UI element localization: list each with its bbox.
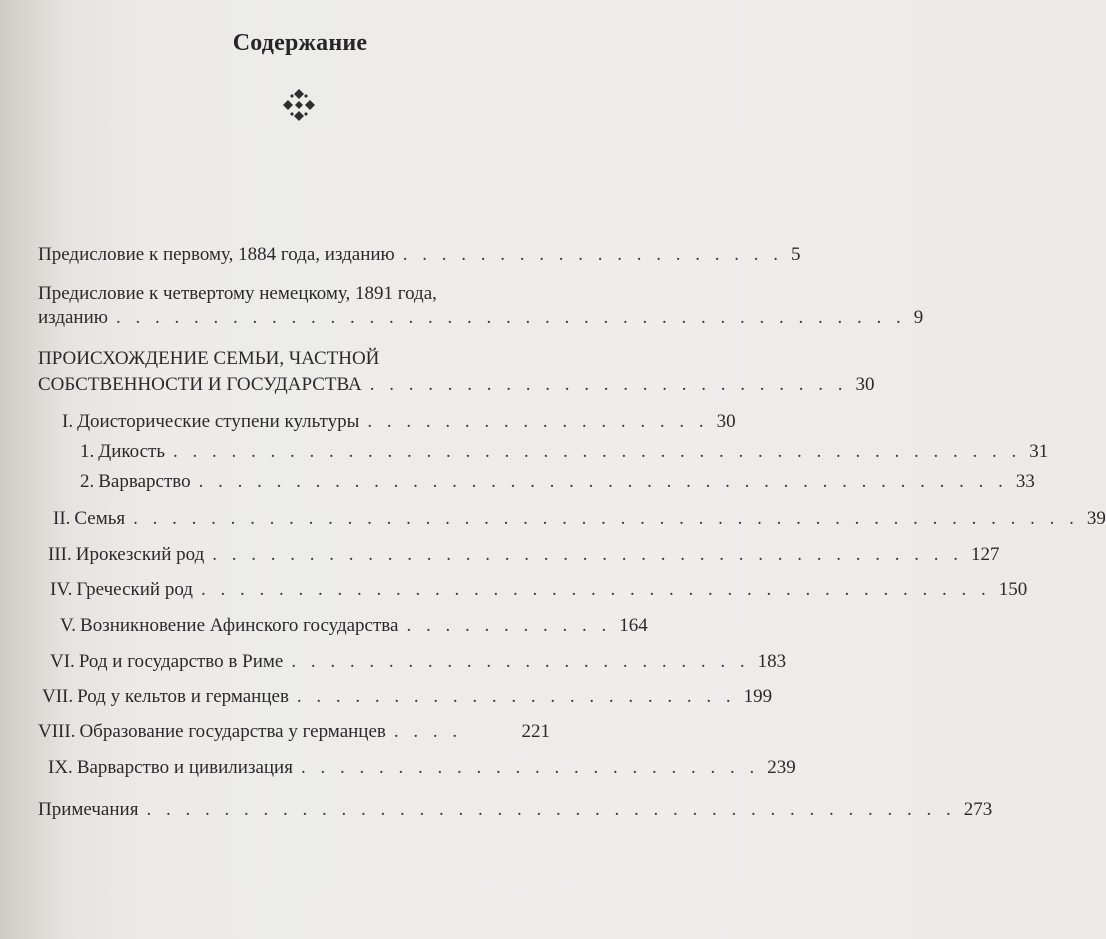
toc-leader-dots: . . . . . . . . . . . . . . . . . . . . . . . . . . . . . . . . . . . . . . . . .: [115, 307, 906, 328]
toc-entry-chapter-5[interactable]: [60, 614, 648, 638]
toc-entry-label: Варварство: [98, 471, 191, 492]
toc-leader-dots: . . . . . . . . . . .: [406, 615, 612, 636]
toc-entry-label: Возникновение Афинского государства: [80, 615, 399, 636]
toc-leader-dots: . . . . . . . . . . . . . . . . . . . . . . . . . . . . . . . . . . . . . . . . . .: [198, 471, 1008, 492]
toc-entry-chapter-3[interactable]: [48, 543, 1000, 567]
toc-entry-number: I.: [62, 411, 74, 432]
toc-entry-page: 150: [998, 579, 1028, 600]
toc-leader-dots: . . . . . . . . . . . . . . . . . . . . . . . . .: [369, 374, 848, 395]
toc-leader-dots: . . . . . . . . . . . . . . . . . . . . . . . . . . . . . . . . . . . . . . . . . . . . . . . . .: [133, 508, 1079, 529]
toc-entry-chapter-4[interactable]: [50, 578, 1028, 602]
toc-entry-page: 30: [855, 374, 875, 395]
toc-entry-label: Род и государство в Риме: [78, 651, 284, 672]
toc-entry-page: 239: [767, 757, 796, 778]
toc-entry-label: Примечания: [38, 799, 139, 820]
page-title: Содержание: [232, 30, 368, 56]
toc-entry-page: 164: [619, 615, 648, 636]
toc-entry-label: Ирокезский род: [75, 544, 205, 565]
toc-entry-preface-1[interactable]: [38, 243, 801, 267]
toc-entry-label: Греческий род: [76, 579, 193, 600]
toc-entry-label: СОБСТВЕННОСТИ И ГОСУДАРСТВА: [38, 374, 362, 395]
toc-entry-chapter-6[interactable]: [50, 650, 787, 674]
toc-entry-page: 5: [791, 244, 801, 265]
toc-entry-number: 1.: [80, 441, 95, 462]
toc-entry-page: 33: [1015, 471, 1035, 492]
toc-entry-chapter-8[interactable]: [38, 720, 550, 744]
toc-entry-section-1-1[interactable]: [80, 440, 1049, 464]
toc-entry-number: VI.: [50, 651, 75, 672]
toc-leader-dots: . . . . . . . . . . . . . . . . . . . .: [402, 244, 783, 265]
toc-entry-page: 221: [521, 721, 550, 742]
toc-entry-label: изданию: [38, 307, 108, 328]
toc-entry-label: Предисловие к первому, 1884 года, изданию: [38, 244, 395, 265]
toc-entry-page: 9: [913, 307, 924, 328]
toc-leader-dots: . . . . . . . . . . . . . . . . . . . . . . . . . . . . . . . . . . . . . . . . . . . .: [173, 441, 1022, 462]
toc-entry-label: Род у кельтов и германцев: [77, 686, 289, 707]
toc-entry-page: 31: [1029, 441, 1049, 462]
toc-entry-preface-4-line1: Предисловие к четвертому немецкому, 1891 года,: [38, 283, 437, 304]
toc-entry-label: Семья: [74, 508, 126, 529]
toc-entry-label: Доисторические ступени культуры: [77, 411, 360, 432]
toc-entry-label: Варварство и цивилизация: [76, 757, 293, 778]
toc-entry-page: 127: [971, 544, 1000, 565]
toc-entry-number: 2.: [80, 471, 95, 492]
toc-entry-preface-4[interactable]: [38, 306, 924, 330]
toc-entry-page: 183: [757, 651, 787, 672]
toc-leader-dots: . . . . . . . . . . . . . . . . . . . . . . . . . . . . . . . . . . . . . . .: [212, 544, 964, 565]
toc-entry-section-1-2[interactable]: [80, 470, 1035, 494]
toc-entry-number: IV.: [50, 579, 73, 600]
toc-entry-page: 273: [963, 799, 993, 820]
toc-entry-number: V.: [60, 615, 77, 636]
toc-entry-main[interactable]: [38, 373, 875, 397]
toc-entry-number: VIII.: [38, 721, 76, 742]
toc-entry-page: 30: [716, 411, 736, 432]
toc-entry-chapter-2[interactable]: [53, 507, 1106, 531]
toc-leader-dots: . . . . . . . . . . . . . . . . . . . . . . . . . . . . . . . . . . . . . . . . . .: [146, 799, 956, 820]
toc-entry-number: IX.: [48, 757, 73, 778]
toc-entry-chapter-7[interactable]: [42, 685, 773, 709]
toc-leader-dots: . . . . . . . . . . . . . . . . . . . . . . . . . . . . . . . . . . . . . . . . .: [200, 579, 991, 600]
toc-entry-label: Дикость: [98, 441, 166, 462]
toc-entry-label: Образование государства у германцев: [79, 721, 386, 742]
toc-entry-notes[interactable]: [38, 798, 993, 822]
toc-entry-number: II.: [53, 508, 71, 529]
toc-entry-number: VII.: [42, 686, 74, 707]
toc-entry-main-line1: ПРОИСХОЖДЕНИЕ СЕМЬИ, ЧАСТНОЙ: [38, 348, 380, 369]
diamond-cluster-ornament-icon: [282, 88, 316, 122]
toc-entry-chapter-9[interactable]: [48, 756, 796, 780]
toc-leader-dots: . . . .: [393, 721, 463, 742]
toc-entry-page: 199: [743, 686, 773, 707]
toc-entry-page: 39: [1086, 508, 1106, 529]
toc-leader-dots: . . . . . . . . . . . . . . . . . .: [367, 411, 709, 432]
toc-leader-dots: . . . . . . . . . . . . . . . . . . . . . . .: [296, 686, 736, 707]
toc-leader-dots: . . . . . . . . . . . . . . . . . . . . . . . .: [300, 757, 760, 778]
toc-leader-dots: . . . . . . . . . . . . . . . . . . . . . . . .: [291, 651, 750, 672]
toc-entry-number: III.: [48, 544, 72, 565]
toc-entry-chapter-1[interactable]: [62, 410, 736, 434]
